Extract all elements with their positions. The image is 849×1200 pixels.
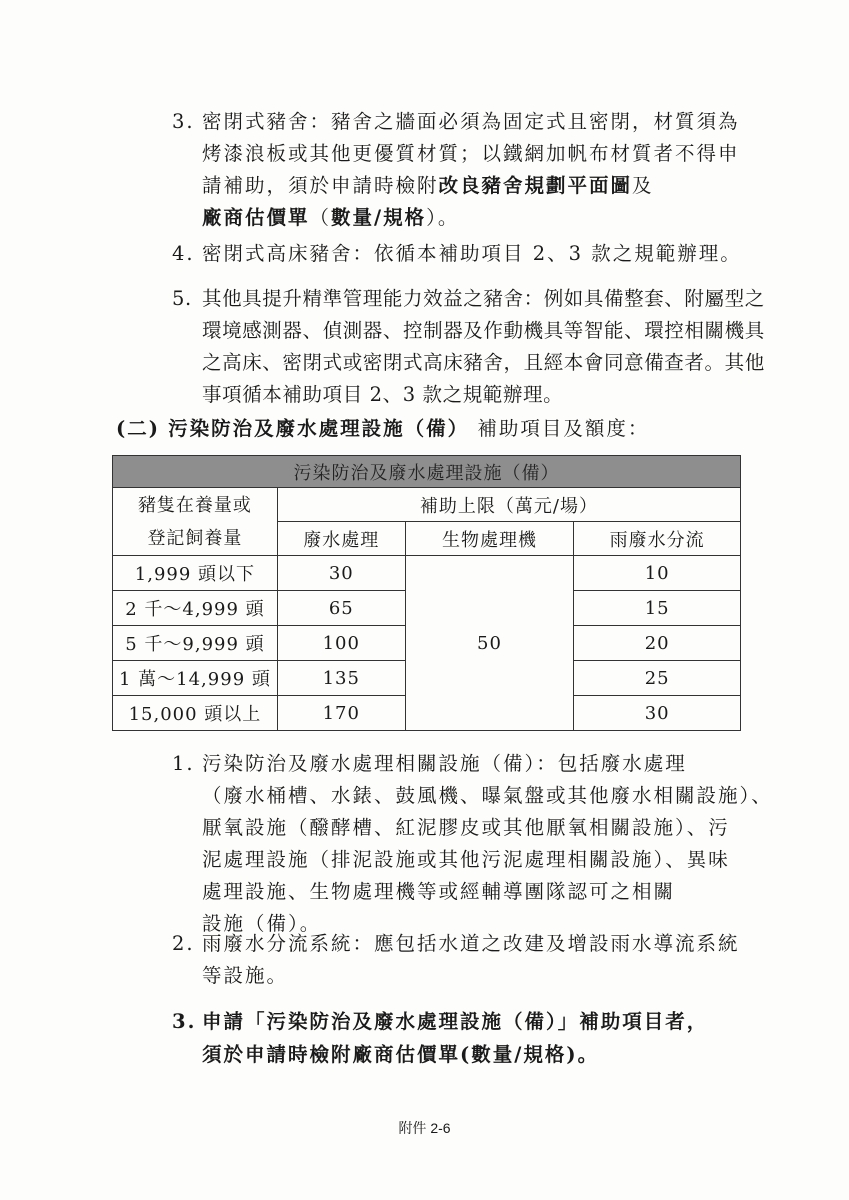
- text-line: [202, 1005, 708, 1038]
- text-line: [202, 748, 773, 780]
- item-text: [202, 1005, 708, 1071]
- text-line: [202, 780, 773, 812]
- item-number: 1.: [172, 752, 195, 775]
- separation-cell: 20: [574, 626, 741, 661]
- text-line: [202, 315, 765, 347]
- text-run: 污染防治及廢水處理相關設施（備）：包括廢水處理: [202, 752, 687, 775]
- item-number: 3.: [172, 1010, 197, 1033]
- wastewater-cell: 100: [277, 626, 405, 661]
- item-text: [202, 106, 740, 234]
- table-row: [113, 556, 741, 591]
- text-line: [202, 379, 765, 411]
- text-run: （: [309, 206, 332, 229]
- col-header-wastewater: 廢水處理: [277, 522, 405, 556]
- separation-cell: 10: [574, 556, 741, 591]
- scale-cell: 15,000 頭以上: [113, 696, 278, 731]
- text-run: 其他具提升精準管理能力效益之豬舍：例如具備整套、附屬型之: [202, 287, 765, 310]
- text-line: [202, 238, 742, 270]
- item-text: [202, 238, 742, 270]
- page-footer: 附件 2-6: [398, 1120, 451, 1136]
- text-line: [202, 960, 740, 992]
- section-title-rest: 補助項目及額度：: [477, 417, 650, 440]
- scale-cell: 2 千～4,999 頭: [113, 591, 278, 626]
- group-header: 補助上限（萬元/場）: [277, 488, 740, 522]
- table-caption: 污染防治及廢水處理設施（備）: [113, 456, 741, 488]
- scale-cell: 1 萬～14,999 頭: [113, 661, 278, 696]
- text-run: 環境感測器、偵測器、控制器及作動機具等智能、環控相關機具: [202, 319, 765, 342]
- text-line: [202, 347, 765, 379]
- item-number: 5.: [172, 287, 192, 310]
- wastewater-cell: 135: [277, 661, 405, 696]
- text-line: [202, 106, 740, 138]
- item-number: 3.: [172, 110, 195, 133]
- bold-text: 數量/規格: [331, 206, 427, 229]
- bio-value-cell: 50: [405, 556, 574, 731]
- text-run: ）。: [426, 206, 460, 229]
- text-line: [202, 812, 773, 844]
- text-run: 密閉式豬舍：豬舍之牆面必須為固定式且密閉，材質須為: [202, 110, 740, 133]
- subsidy-table: [112, 455, 741, 731]
- text-run: 泥處理設施（排泥設施或其他污泥處理相關設施）、異味: [202, 848, 730, 871]
- scale-cell: 1,999 頭以下: [113, 556, 278, 591]
- item-number: 4.: [172, 242, 195, 265]
- text-run: （廢水桶槽、水錶、鼓風機、曝氣盤或其他廢水相關設施）、: [202, 784, 773, 807]
- scale-cell: 5 千～9,999 頭: [113, 626, 278, 661]
- text-run: 及: [632, 174, 654, 197]
- section-title-bold: 污染防治及廢水處理設施（備）: [168, 417, 470, 440]
- bold-text: 改良豬舍規劃平面圖: [438, 174, 633, 197]
- text-line: [202, 202, 740, 234]
- text-line: [202, 138, 740, 170]
- text-run: 烤漆浪板或其他更優質材質；以鐵網加帆布材質者不得申: [202, 142, 740, 165]
- item-text: [202, 748, 773, 940]
- text-run: 厭氧設施（醱酵槽、紅泥膠皮或其他厭氧相關設施）、污: [202, 816, 730, 839]
- text-run: 密閉式高床豬舍：依循本補助項目 2、3 款之規範辦理。: [202, 242, 742, 265]
- bold-text: 廠商估價單: [202, 206, 310, 229]
- item-number: 2.: [172, 932, 195, 955]
- text-line: [202, 170, 740, 202]
- wastewater-cell: 30: [277, 556, 405, 591]
- bold-text: 須於申請時檢附廠商估價單(數量/規格)。: [202, 1043, 600, 1066]
- wastewater-cell: 65: [277, 591, 405, 626]
- separation-cell: 25: [574, 661, 741, 696]
- text-line: [202, 1038, 708, 1071]
- text-run: 等設施。: [202, 964, 289, 987]
- text-line: [202, 928, 740, 960]
- text-line: [202, 876, 773, 908]
- text-line: [202, 283, 765, 315]
- text-run: 事項循本補助項目 2、3 款之規範辦理。: [202, 383, 564, 406]
- section-prefix: (二): [116, 417, 160, 440]
- item-text: [202, 283, 765, 411]
- col-header-bio: 生物處理機: [405, 522, 574, 556]
- text-run: 雨廢水分流系統：應包括水道之改建及增設雨水導流系統: [202, 932, 740, 955]
- wastewater-cell: 170: [277, 696, 405, 731]
- row-header-line1: 豬隻在養量或: [137, 494, 252, 516]
- bold-text: 申請「污染防治及廢水處理設施（備）」補助項目者，: [202, 1010, 709, 1033]
- separation-cell: 15: [574, 591, 741, 626]
- section-heading: [116, 413, 649, 441]
- row-header-cell: [113, 488, 278, 556]
- text-run: 處理設施、生物處理機等或經輔導團隊認可之相關: [202, 880, 676, 903]
- text-run: 設施（備）。: [202, 912, 322, 935]
- row-header-line2: 登記飼養量: [147, 527, 243, 549]
- text-line: [202, 844, 773, 876]
- separation-cell: 30: [574, 696, 741, 731]
- text-run: 請補助，須於申請時檢附: [202, 174, 439, 197]
- text-run: 之高床、密閉式或密閉式高床豬舍，且經本會同意備查者。其他: [202, 351, 765, 374]
- item-text: [202, 928, 740, 992]
- col-header-separation: 雨廢水分流: [574, 522, 741, 556]
